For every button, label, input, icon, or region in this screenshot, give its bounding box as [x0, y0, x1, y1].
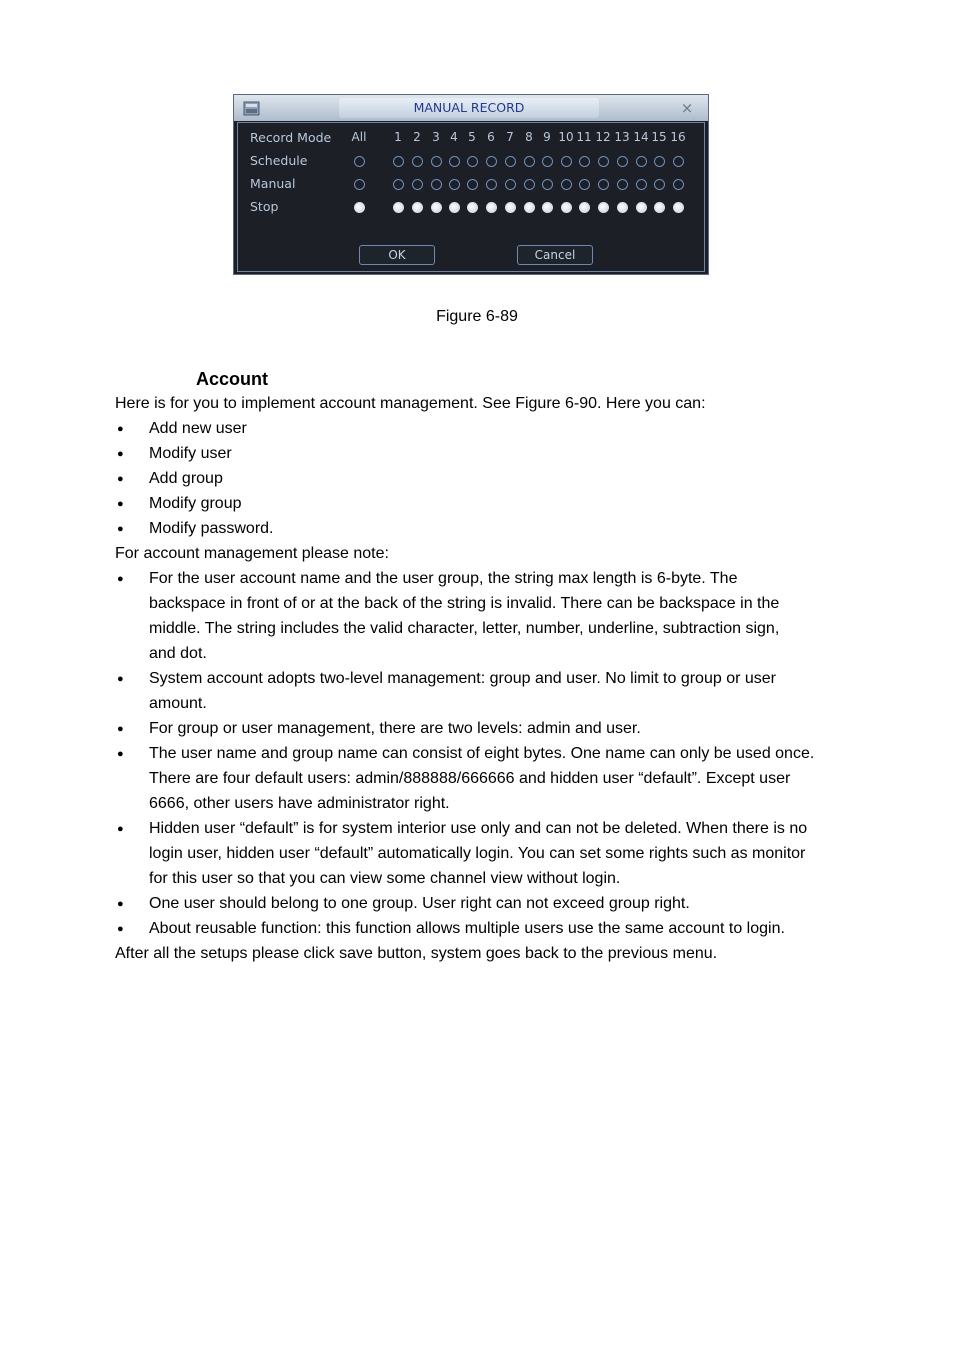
- channel-number: 6: [487, 130, 495, 144]
- cancel-button[interactable]: Cancel: [517, 245, 593, 265]
- mode-label-schedule: Schedule: [250, 153, 308, 168]
- channel-number: 11: [576, 130, 592, 144]
- figure-caption: Figure 6-89: [436, 308, 518, 325]
- note-line: 6666, other users have administrator right.: [149, 795, 450, 812]
- radio-schedule-ch4[interactable]: [449, 156, 460, 167]
- channel-number: 16: [670, 130, 686, 144]
- bullet-icon: ●: [117, 898, 124, 910]
- section-intro: Here is for you to implement account management. See Figure 6-90. Here you can:: [115, 395, 706, 412]
- radio-schedule-ch13[interactable]: [617, 156, 628, 167]
- radio-schedule-ch15[interactable]: [654, 156, 665, 167]
- radio-stop-ch9[interactable]: [542, 202, 553, 213]
- bullet-icon: ●: [117, 473, 124, 485]
- note-line: About reusable function: this function allows multiple users use the same account to login.: [149, 920, 785, 937]
- list-item: Modify group: [149, 495, 242, 512]
- manual-record-dialog: [233, 94, 709, 275]
- radio-stop-ch15[interactable]: [654, 202, 665, 213]
- list-item: Modify password.: [149, 520, 274, 537]
- channel-number: 7: [506, 130, 514, 144]
- bullet-icon: ●: [117, 673, 124, 685]
- channel-number: 5: [468, 130, 476, 144]
- note-line: login user, hidden user “default” automatically login. You can set some rights such as monitor: [149, 845, 806, 862]
- radio-stop-ch1[interactable]: [393, 202, 404, 213]
- channel-number: 1: [394, 130, 402, 144]
- radio-manual-ch2[interactable]: [412, 179, 423, 190]
- note-line: for this user so that you can view some channel view without login.: [149, 870, 621, 887]
- radio-manual-ch5[interactable]: [467, 179, 478, 190]
- radio-stop-ch10[interactable]: [561, 202, 572, 213]
- channel-number: 13: [614, 130, 630, 144]
- note-line: One user should belong to one group. User right can not exceed group right.: [149, 895, 690, 912]
- note-line: There are four default users: admin/888888/666666 and hidden user “default”. Except user: [149, 770, 791, 787]
- radio-stop-ch16[interactable]: [673, 202, 684, 213]
- dialog-title: MANUAL RECORD: [339, 98, 599, 118]
- dvr-logo-icon: [242, 98, 262, 118]
- radio-schedule-ch8[interactable]: [524, 156, 535, 167]
- radio-stop-ch11[interactable]: [579, 202, 590, 213]
- mode-label-manual: Manual: [250, 176, 296, 191]
- radio-schedule-ch11[interactable]: [579, 156, 590, 167]
- radio-manual-ch15[interactable]: [654, 179, 665, 190]
- radio-schedule-ch1[interactable]: [393, 156, 404, 167]
- closing-text: After all the setups please click save button, system goes back to the previous menu.: [115, 945, 718, 962]
- channel-number: 8: [525, 130, 533, 144]
- radio-schedule-ch10[interactable]: [561, 156, 572, 167]
- bullet-icon: ●: [117, 723, 124, 735]
- channel-number: 4: [450, 130, 458, 144]
- channel-number: 12: [595, 130, 611, 144]
- list-item: Add group: [149, 470, 223, 487]
- radio-manual-ch10[interactable]: [561, 179, 572, 190]
- channel-number: 15: [651, 130, 667, 144]
- radio-manual-ch1[interactable]: [393, 179, 404, 190]
- note-line: For group or user management, there are two levels: admin and user.: [149, 720, 641, 737]
- bullet-icon: ●: [117, 423, 124, 435]
- list-item: Add new user: [149, 420, 247, 437]
- record-mode-label: Record Mode: [250, 130, 332, 145]
- note-line: middle. The string includes the valid character, letter, number, underline, subtraction sign,: [149, 620, 780, 637]
- radio-schedule-ch12[interactable]: [598, 156, 609, 167]
- radio-manual-ch6[interactable]: [486, 179, 497, 190]
- radio-manual-ch16[interactable]: [673, 179, 684, 190]
- channel-number: 14: [633, 130, 649, 144]
- radio-schedule-ch14[interactable]: [636, 156, 647, 167]
- radio-stop-ch2[interactable]: [412, 202, 423, 213]
- dialog-titlebar: [234, 95, 708, 121]
- note-line: backspace in front of or at the back of the string is invalid. There can be backspace in the: [149, 595, 780, 612]
- note-line: and dot.: [149, 645, 207, 662]
- radio-stop-ch13[interactable]: [617, 202, 628, 213]
- channel-all-label: All: [351, 130, 367, 144]
- radio-stop-ch7[interactable]: [505, 202, 516, 213]
- channel-number: 2: [413, 130, 421, 144]
- radio-manual-all[interactable]: [354, 179, 365, 190]
- radio-stop-ch6[interactable]: [486, 202, 497, 213]
- radio-schedule-ch5[interactable]: [467, 156, 478, 167]
- channel-number: 9: [543, 130, 551, 144]
- note-line: The user name and group name can consist of eight bytes. One name can only be used once.: [149, 745, 815, 762]
- bullet-icon: ●: [117, 748, 124, 760]
- radio-manual-ch3[interactable]: [431, 179, 442, 190]
- mode-label-stop: Stop: [250, 199, 279, 214]
- radio-stop-ch12[interactable]: [598, 202, 609, 213]
- radio-manual-ch7[interactable]: [505, 179, 516, 190]
- radio-manual-ch12[interactable]: [598, 179, 609, 190]
- radio-stop-ch3[interactable]: [431, 202, 442, 213]
- note-line: System account adopts two-level management: group and user. No limit to group or user: [149, 670, 776, 687]
- list-item: Modify user: [149, 445, 232, 462]
- radio-manual-ch8[interactable]: [524, 179, 535, 190]
- radio-schedule-all[interactable]: [354, 156, 365, 167]
- close-icon[interactable]: ×: [680, 99, 694, 117]
- channel-number: 3: [432, 130, 440, 144]
- bullet-icon: ●: [117, 573, 124, 585]
- note-line: Hidden user “default” is for system interior use only and can not be deleted. When there is no: [149, 820, 808, 837]
- radio-schedule-ch7[interactable]: [505, 156, 516, 167]
- section-heading: Account: [196, 369, 268, 389]
- radio-stop-ch4[interactable]: [449, 202, 460, 213]
- bullet-icon: ●: [117, 523, 124, 535]
- bullet-icon: ●: [117, 498, 124, 510]
- radio-schedule-ch6[interactable]: [486, 156, 497, 167]
- bullet-icon: ●: [117, 448, 124, 460]
- bullet-icon: ●: [117, 923, 124, 935]
- radio-manual-ch4[interactable]: [449, 179, 460, 190]
- note-intro: For account management please note:: [115, 545, 389, 562]
- radio-schedule-ch16[interactable]: [673, 156, 684, 167]
- radio-manual-ch13[interactable]: [617, 179, 628, 190]
- channel-number: 10: [558, 130, 574, 144]
- radio-schedule-ch3[interactable]: [431, 156, 442, 167]
- ok-button[interactable]: OK: [359, 245, 435, 265]
- radio-manual-ch11[interactable]: [579, 179, 590, 190]
- radio-manual-ch14[interactable]: [636, 179, 647, 190]
- radio-schedule-ch2[interactable]: [412, 156, 423, 167]
- note-line: amount.: [149, 695, 207, 712]
- radio-stop-ch14[interactable]: [636, 202, 647, 213]
- radio-schedule-ch9[interactable]: [542, 156, 553, 167]
- radio-stop-ch8[interactable]: [524, 202, 535, 213]
- radio-stop-ch5[interactable]: [467, 202, 478, 213]
- radio-manual-ch9[interactable]: [542, 179, 553, 190]
- radio-stop-all[interactable]: [354, 202, 365, 213]
- bullet-icon: ●: [117, 823, 124, 835]
- note-line: For the user account name and the user group, the string max length is 6-byte. The: [149, 570, 738, 587]
